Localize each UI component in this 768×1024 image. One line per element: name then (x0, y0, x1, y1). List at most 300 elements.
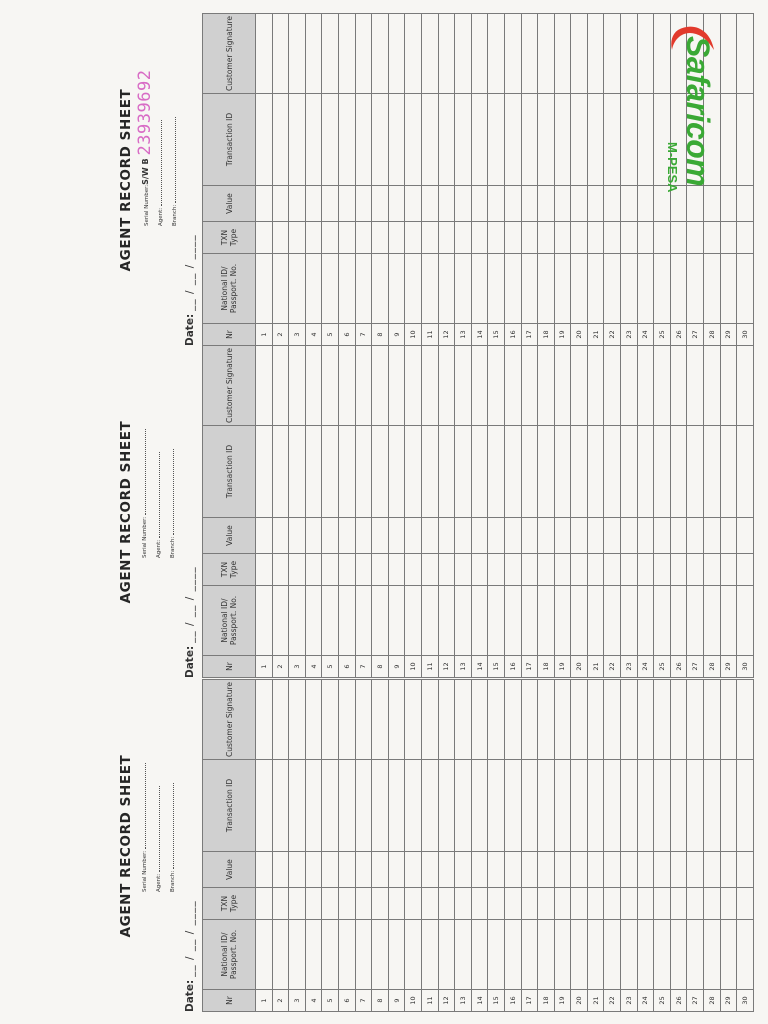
entry-cell[interactable] (521, 852, 538, 888)
entry-cell[interactable] (621, 888, 638, 920)
entry-cell[interactable] (587, 426, 604, 518)
entry-cell[interactable] (455, 680, 472, 760)
entry-cell[interactable] (421, 518, 438, 554)
entry-cell[interactable] (372, 14, 389, 94)
entry-cell[interactable] (289, 680, 306, 760)
entry-cell[interactable] (355, 554, 372, 586)
entry-cell[interactable] (355, 346, 372, 426)
entry-cell[interactable] (305, 254, 322, 324)
entry-cell[interactable] (289, 888, 306, 920)
entry-cell[interactable] (405, 222, 422, 254)
entry-cell[interactable] (538, 346, 555, 426)
entry-cell[interactable] (421, 920, 438, 990)
entry-cell[interactable] (571, 94, 588, 186)
entry-cell[interactable] (521, 186, 538, 222)
entry-cell[interactable] (322, 426, 339, 518)
entry-cell[interactable] (338, 14, 355, 94)
entry-cell[interactable] (704, 254, 721, 324)
entry-cell[interactable] (256, 346, 273, 426)
entry-cell[interactable] (388, 14, 405, 94)
entry-cell[interactable] (256, 518, 273, 554)
entry-cell[interactable] (305, 554, 322, 586)
entry-cell[interactable] (488, 680, 505, 760)
entry-cell[interactable] (654, 760, 671, 852)
entry-cell[interactable] (388, 586, 405, 656)
entry-cell[interactable] (488, 852, 505, 888)
entry-cell[interactable] (538, 94, 555, 186)
entry-cell[interactable] (305, 760, 322, 852)
entry-cell[interactable] (571, 852, 588, 888)
entry-cell[interactable] (322, 888, 339, 920)
entry-cell[interactable] (322, 920, 339, 990)
entry-cell[interactable] (488, 14, 505, 94)
entry-cell[interactable] (604, 14, 621, 94)
entry-cell[interactable] (704, 222, 721, 254)
entry-cell[interactable] (554, 346, 571, 426)
agent-field[interactable] (152, 348, 166, 558)
entry-cell[interactable] (504, 426, 521, 518)
entry-cell[interactable] (621, 254, 638, 324)
entry-cell[interactable] (421, 554, 438, 586)
entry-cell[interactable] (289, 554, 306, 586)
entry-cell[interactable] (488, 586, 505, 656)
entry-cell[interactable] (256, 680, 273, 760)
entry-cell[interactable] (621, 222, 638, 254)
entry-cell[interactable] (388, 222, 405, 254)
entry-cell[interactable] (737, 222, 754, 254)
entry-cell[interactable] (571, 920, 588, 990)
branch-field[interactable] (168, 16, 182, 226)
entry-cell[interactable] (720, 554, 737, 586)
entry-cell[interactable] (604, 346, 621, 426)
entry-cell[interactable] (322, 554, 339, 586)
entry-cell[interactable] (405, 186, 422, 222)
entry-cell[interactable] (737, 186, 754, 222)
entry-cell[interactable] (737, 94, 754, 186)
entry-cell[interactable] (322, 222, 339, 254)
entry-cell[interactable] (372, 346, 389, 426)
entry-cell[interactable] (737, 518, 754, 554)
entry-cell[interactable] (355, 586, 372, 656)
entry-cell[interactable] (256, 186, 273, 222)
entry-cell[interactable] (421, 94, 438, 186)
entry-cell[interactable] (654, 680, 671, 760)
entry-cell[interactable] (521, 346, 538, 426)
date-field[interactable] (184, 900, 196, 1012)
entry-cell[interactable] (654, 888, 671, 920)
entry-cell[interactable] (538, 920, 555, 990)
entry-cell[interactable] (637, 426, 654, 518)
entry-cell[interactable] (305, 586, 322, 656)
entry-cell[interactable] (372, 186, 389, 222)
entry-cell[interactable] (687, 554, 704, 586)
entry-cell[interactable] (737, 14, 754, 94)
entry-cell[interactable] (272, 586, 289, 656)
entry-cell[interactable] (571, 222, 588, 254)
entry-cell[interactable] (720, 222, 737, 254)
entry-cell[interactable] (355, 186, 372, 222)
entry-cell[interactable] (521, 94, 538, 186)
entry-cell[interactable] (272, 760, 289, 852)
entry-cell[interactable] (538, 760, 555, 852)
entry-cell[interactable] (256, 852, 273, 888)
entry-cell[interactable] (521, 586, 538, 656)
entry-cell[interactable] (488, 554, 505, 586)
entry-cell[interactable] (637, 920, 654, 990)
entry-cell[interactable] (438, 14, 455, 94)
entry-cell[interactable] (571, 586, 588, 656)
entry-cell[interactable] (305, 346, 322, 426)
entry-cell[interactable] (256, 920, 273, 990)
entry-cell[interactable] (372, 852, 389, 888)
entry-cell[interactable] (654, 254, 671, 324)
entry-cell[interactable] (305, 852, 322, 888)
entry-cell[interactable] (687, 518, 704, 554)
entry-cell[interactable] (438, 554, 455, 586)
entry-cell[interactable] (637, 680, 654, 760)
entry-cell[interactable] (504, 346, 521, 426)
entry-cell[interactable] (654, 852, 671, 888)
entry-cell[interactable] (272, 518, 289, 554)
entry-cell[interactable] (438, 586, 455, 656)
entry-cell[interactable] (455, 426, 472, 518)
entry-cell[interactable] (305, 680, 322, 760)
entry-cell[interactable] (504, 920, 521, 990)
entry-cell[interactable] (637, 888, 654, 920)
entry-cell[interactable] (455, 346, 472, 426)
entry-cell[interactable] (405, 920, 422, 990)
entry-cell[interactable] (720, 254, 737, 324)
entry-cell[interactable] (305, 920, 322, 990)
entry-cell[interactable] (704, 518, 721, 554)
entry-cell[interactable] (504, 518, 521, 554)
entry-cell[interactable] (272, 680, 289, 760)
entry-cell[interactable] (704, 888, 721, 920)
entry-cell[interactable] (604, 222, 621, 254)
entry-cell[interactable] (471, 222, 488, 254)
entry-cell[interactable] (670, 760, 687, 852)
entry-cell[interactable] (621, 920, 638, 990)
entry-cell[interactable] (571, 186, 588, 222)
entry-cell[interactable] (455, 888, 472, 920)
entry-cell[interactable] (372, 254, 389, 324)
entry-cell[interactable] (338, 426, 355, 518)
entry-cell[interactable] (388, 852, 405, 888)
entry-cell[interactable] (305, 518, 322, 554)
entry-cell[interactable] (455, 186, 472, 222)
entry-cell[interactable] (272, 94, 289, 186)
entry-cell[interactable] (405, 888, 422, 920)
entry-cell[interactable] (587, 346, 604, 426)
entry-cell[interactable] (604, 254, 621, 324)
entry-cell[interactable] (637, 222, 654, 254)
entry-cell[interactable] (305, 222, 322, 254)
entry-cell[interactable] (538, 554, 555, 586)
entry-cell[interactable] (621, 94, 638, 186)
entry-cell[interactable] (355, 254, 372, 324)
entry-cell[interactable] (272, 554, 289, 586)
entry-cell[interactable] (571, 680, 588, 760)
entry-cell[interactable] (687, 222, 704, 254)
entry-cell[interactable] (338, 222, 355, 254)
entry-cell[interactable] (438, 346, 455, 426)
entry-cell[interactable] (372, 222, 389, 254)
entry-cell[interactable] (737, 426, 754, 518)
entry-cell[interactable] (737, 920, 754, 990)
entry-cell[interactable] (438, 426, 455, 518)
entry-cell[interactable] (272, 852, 289, 888)
entry-cell[interactable] (587, 586, 604, 656)
entry-cell[interactable] (687, 888, 704, 920)
entry-cell[interactable] (621, 518, 638, 554)
entry-cell[interactable] (554, 426, 571, 518)
entry-cell[interactable] (421, 426, 438, 518)
entry-cell[interactable] (737, 254, 754, 324)
entry-cell[interactable] (654, 222, 671, 254)
serial-number-field[interactable] (138, 682, 152, 892)
entry-cell[interactable] (256, 426, 273, 518)
entry-cell[interactable] (405, 426, 422, 518)
entry-cell[interactable] (338, 186, 355, 222)
entry-cell[interactable] (571, 254, 588, 324)
entry-cell[interactable] (438, 852, 455, 888)
entry-cell[interactable] (621, 14, 638, 94)
entry-cell[interactable] (405, 852, 422, 888)
entry-cell[interactable] (322, 852, 339, 888)
entry-cell[interactable] (471, 852, 488, 888)
entry-cell[interactable] (256, 586, 273, 656)
entry-cell[interactable] (256, 760, 273, 852)
entry-cell[interactable] (604, 888, 621, 920)
entry-cell[interactable] (604, 554, 621, 586)
entry-cell[interactable] (289, 14, 306, 94)
entry-cell[interactable] (405, 760, 422, 852)
entry-cell[interactable] (405, 254, 422, 324)
entry-cell[interactable] (654, 554, 671, 586)
entry-cell[interactable] (720, 920, 737, 990)
entry-cell[interactable] (471, 346, 488, 426)
entry-cell[interactable] (405, 586, 422, 656)
branch-field[interactable] (166, 682, 180, 892)
entry-cell[interactable] (670, 680, 687, 760)
entry-cell[interactable] (621, 426, 638, 518)
entry-cell[interactable] (604, 760, 621, 852)
entry-cell[interactable] (538, 426, 555, 518)
entry-cell[interactable] (587, 554, 604, 586)
entry-cell[interactable] (687, 680, 704, 760)
entry-cell[interactable] (554, 920, 571, 990)
entry-cell[interactable] (488, 518, 505, 554)
entry-cell[interactable] (571, 426, 588, 518)
entry-cell[interactable] (405, 346, 422, 426)
entry-cell[interactable] (455, 518, 472, 554)
entry-cell[interactable] (338, 554, 355, 586)
entry-cell[interactable] (388, 920, 405, 990)
entry-cell[interactable] (488, 222, 505, 254)
entry-cell[interactable] (504, 222, 521, 254)
entry-cell[interactable] (621, 346, 638, 426)
entry-cell[interactable] (554, 888, 571, 920)
entry-cell[interactable] (355, 426, 372, 518)
entry-cell[interactable] (504, 680, 521, 760)
entry-cell[interactable] (305, 888, 322, 920)
entry-cell[interactable] (670, 852, 687, 888)
entry-cell[interactable] (405, 680, 422, 760)
entry-cell[interactable] (272, 920, 289, 990)
entry-cell[interactable] (670, 554, 687, 586)
entry-cell[interactable] (338, 586, 355, 656)
entry-cell[interactable] (405, 518, 422, 554)
entry-cell[interactable] (654, 346, 671, 426)
entry-cell[interactable] (256, 14, 273, 94)
entry-cell[interactable] (372, 680, 389, 760)
entry-cell[interactable] (670, 920, 687, 990)
entry-cell[interactable] (737, 888, 754, 920)
entry-cell[interactable] (521, 254, 538, 324)
entry-cell[interactable] (504, 14, 521, 94)
entry-cell[interactable] (289, 920, 306, 990)
entry-cell[interactable] (587, 94, 604, 186)
entry-cell[interactable] (322, 14, 339, 94)
entry-cell[interactable] (737, 680, 754, 760)
entry-cell[interactable] (571, 346, 588, 426)
entry-cell[interactable] (421, 760, 438, 852)
entry-cell[interactable] (670, 426, 687, 518)
entry-cell[interactable] (670, 254, 687, 324)
entry-cell[interactable] (737, 346, 754, 426)
entry-cell[interactable] (438, 920, 455, 990)
entry-cell[interactable] (670, 888, 687, 920)
entry-cell[interactable] (554, 760, 571, 852)
entry-cell[interactable] (554, 518, 571, 554)
entry-cell[interactable] (388, 888, 405, 920)
entry-cell[interactable] (571, 518, 588, 554)
entry-cell[interactable] (720, 680, 737, 760)
entry-cell[interactable] (720, 426, 737, 518)
entry-cell[interactable] (455, 586, 472, 656)
entry-cell[interactable] (471, 920, 488, 990)
entry-cell[interactable] (504, 888, 521, 920)
entry-cell[interactable] (338, 346, 355, 426)
entry-cell[interactable] (471, 186, 488, 222)
entry-cell[interactable] (388, 760, 405, 852)
entry-cell[interactable] (471, 554, 488, 586)
entry-cell[interactable] (571, 14, 588, 94)
entry-cell[interactable] (388, 680, 405, 760)
entry-cell[interactable] (538, 680, 555, 760)
entry-cell[interactable] (322, 518, 339, 554)
entry-cell[interactable] (272, 14, 289, 94)
entry-cell[interactable] (272, 346, 289, 426)
entry-cell[interactable] (654, 518, 671, 554)
entry-cell[interactable] (322, 94, 339, 186)
entry-cell[interactable] (289, 222, 306, 254)
entry-cell[interactable] (571, 760, 588, 852)
entry-cell[interactable] (421, 346, 438, 426)
entry-cell[interactable] (637, 518, 654, 554)
entry-cell[interactable] (604, 94, 621, 186)
entry-cell[interactable] (405, 554, 422, 586)
entry-cell[interactable] (587, 222, 604, 254)
entry-cell[interactable] (587, 186, 604, 222)
entry-cell[interactable] (372, 518, 389, 554)
entry-cell[interactable] (488, 760, 505, 852)
entry-cell[interactable] (438, 760, 455, 852)
entry-cell[interactable] (388, 94, 405, 186)
entry-cell[interactable] (355, 852, 372, 888)
entry-cell[interactable] (355, 222, 372, 254)
entry-cell[interactable] (737, 554, 754, 586)
entry-cell[interactable] (388, 346, 405, 426)
entry-cell[interactable] (621, 680, 638, 760)
entry-cell[interactable] (322, 254, 339, 324)
entry-cell[interactable] (388, 426, 405, 518)
entry-cell[interactable] (305, 94, 322, 186)
entry-cell[interactable] (687, 920, 704, 990)
entry-cell[interactable] (720, 888, 737, 920)
agent-field[interactable] (154, 16, 168, 226)
entry-cell[interactable] (637, 346, 654, 426)
entry-cell[interactable] (455, 254, 472, 324)
entry-cell[interactable] (670, 222, 687, 254)
entry-cell[interactable] (521, 518, 538, 554)
entry-cell[interactable] (471, 94, 488, 186)
entry-cell[interactable] (438, 518, 455, 554)
entry-cell[interactable] (587, 920, 604, 990)
entry-cell[interactable] (272, 254, 289, 324)
entry-cell[interactable] (521, 554, 538, 586)
entry-cell[interactable] (554, 254, 571, 324)
entry-cell[interactable] (654, 426, 671, 518)
entry-cell[interactable] (289, 426, 306, 518)
entry-cell[interactable] (388, 518, 405, 554)
entry-cell[interactable] (571, 554, 588, 586)
entry-cell[interactable] (338, 518, 355, 554)
entry-cell[interactable] (670, 346, 687, 426)
entry-cell[interactable] (720, 346, 737, 426)
entry-cell[interactable] (405, 14, 422, 94)
entry-cell[interactable] (289, 586, 306, 656)
entry-cell[interactable] (504, 852, 521, 888)
entry-cell[interactable] (372, 426, 389, 518)
entry-cell[interactable] (289, 346, 306, 426)
entry-cell[interactable] (587, 680, 604, 760)
entry-cell[interactable] (488, 346, 505, 426)
entry-cell[interactable] (355, 680, 372, 760)
entry-cell[interactable] (521, 920, 538, 990)
entry-cell[interactable] (455, 94, 472, 186)
entry-cell[interactable] (621, 554, 638, 586)
entry-cell[interactable] (737, 760, 754, 852)
entry-cell[interactable] (720, 586, 737, 656)
entry-cell[interactable] (637, 852, 654, 888)
entry-cell[interactable] (604, 920, 621, 990)
entry-cell[interactable] (737, 852, 754, 888)
entry-cell[interactable] (338, 852, 355, 888)
entry-cell[interactable] (471, 14, 488, 94)
entry-cell[interactable] (272, 222, 289, 254)
entry-cell[interactable] (421, 186, 438, 222)
entry-cell[interactable] (322, 346, 339, 426)
entry-cell[interactable] (355, 94, 372, 186)
entry-cell[interactable] (504, 94, 521, 186)
entry-cell[interactable] (438, 186, 455, 222)
entry-cell[interactable] (687, 586, 704, 656)
entry-cell[interactable] (687, 346, 704, 426)
entry-cell[interactable] (338, 254, 355, 324)
entry-cell[interactable] (256, 222, 273, 254)
entry-cell[interactable] (604, 586, 621, 656)
